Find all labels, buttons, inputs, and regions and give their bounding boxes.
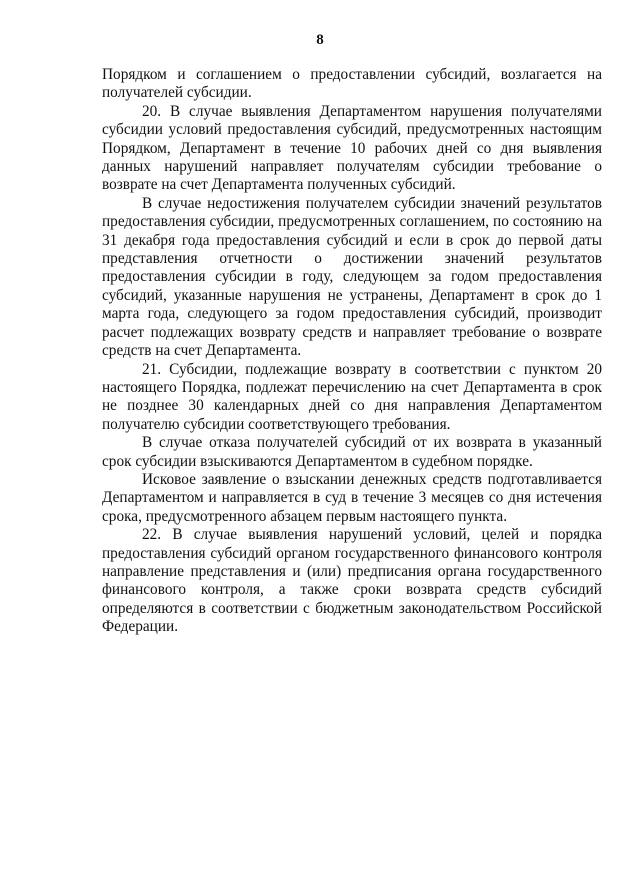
paragraph-clause-21-refusal: В случае отказа получателей субсидий от их возврата в указанный срок субсидии взыскиваются Департаментом в судебном порядке. (102, 434, 602, 470)
paragraph-clause-21-claim: Исковое заявление о взыскании денежных средств подготавливается Департаментом и направляется в суд в течение 3 месяцев со дня истечения срока, предусмотренного абзацем первым настоящего пункта. (102, 470, 602, 525)
page-number: 8 (316, 32, 324, 48)
paragraph-clause-21: 21. Субсидии, подлежащие возврату в соответствии с пунктом 20 настоящего Порядка, подлежат перечислению на счет Департамента в срок не позднее 30 календарных дней со дня направления Департаментом получателю субсидии соответствующего требования. (102, 360, 602, 433)
paragraph-clause-20-results: В случае недостижения получателем субсидии значений результатов предоставления субсидии, предусмотренных соглашением, по состоянию на 31 декабря года предоставления субсидий и если в срок до первой даты представления отчетности о достижении значений результатов предоставления субсидии в году, следующем за годом предоставления субсидий, указанные нарушения не устранены, Департамент в срок до 1 марта года, следующего за годом предоставления субсидий, производит расчет подлежащих возврату средств и направляет требование о возврате средств на счет Департамента. (102, 194, 602, 360)
document-body (102, 66, 602, 637)
paragraph-clause-20: 20. В случае выявления Департаментом нарушения получателями субсидии условий предоставления субсидий, предусмотренных настоящим Порядком, Департамент в течение 10 рабочих дней со дня выявления данных нарушений направляет получателям субсидии требование о возврате на счет Департамента полученных субсидий. (102, 102, 602, 194)
paragraph-clause-22: 22. В случае выявления нарушений условий, целей и порядка предоставления субсидий органом государственного финансового контроля направление представления и (или) предписания органа государственного финансового контроля, а также сроки возврата средств субсидий определяются в соответствии с бюджетным законодательством Российской Федерации. (102, 526, 602, 636)
paragraph-continuation: Порядком и соглашением о предоставлении субсидий, возлагается на получателей субсидии. (102, 66, 602, 102)
